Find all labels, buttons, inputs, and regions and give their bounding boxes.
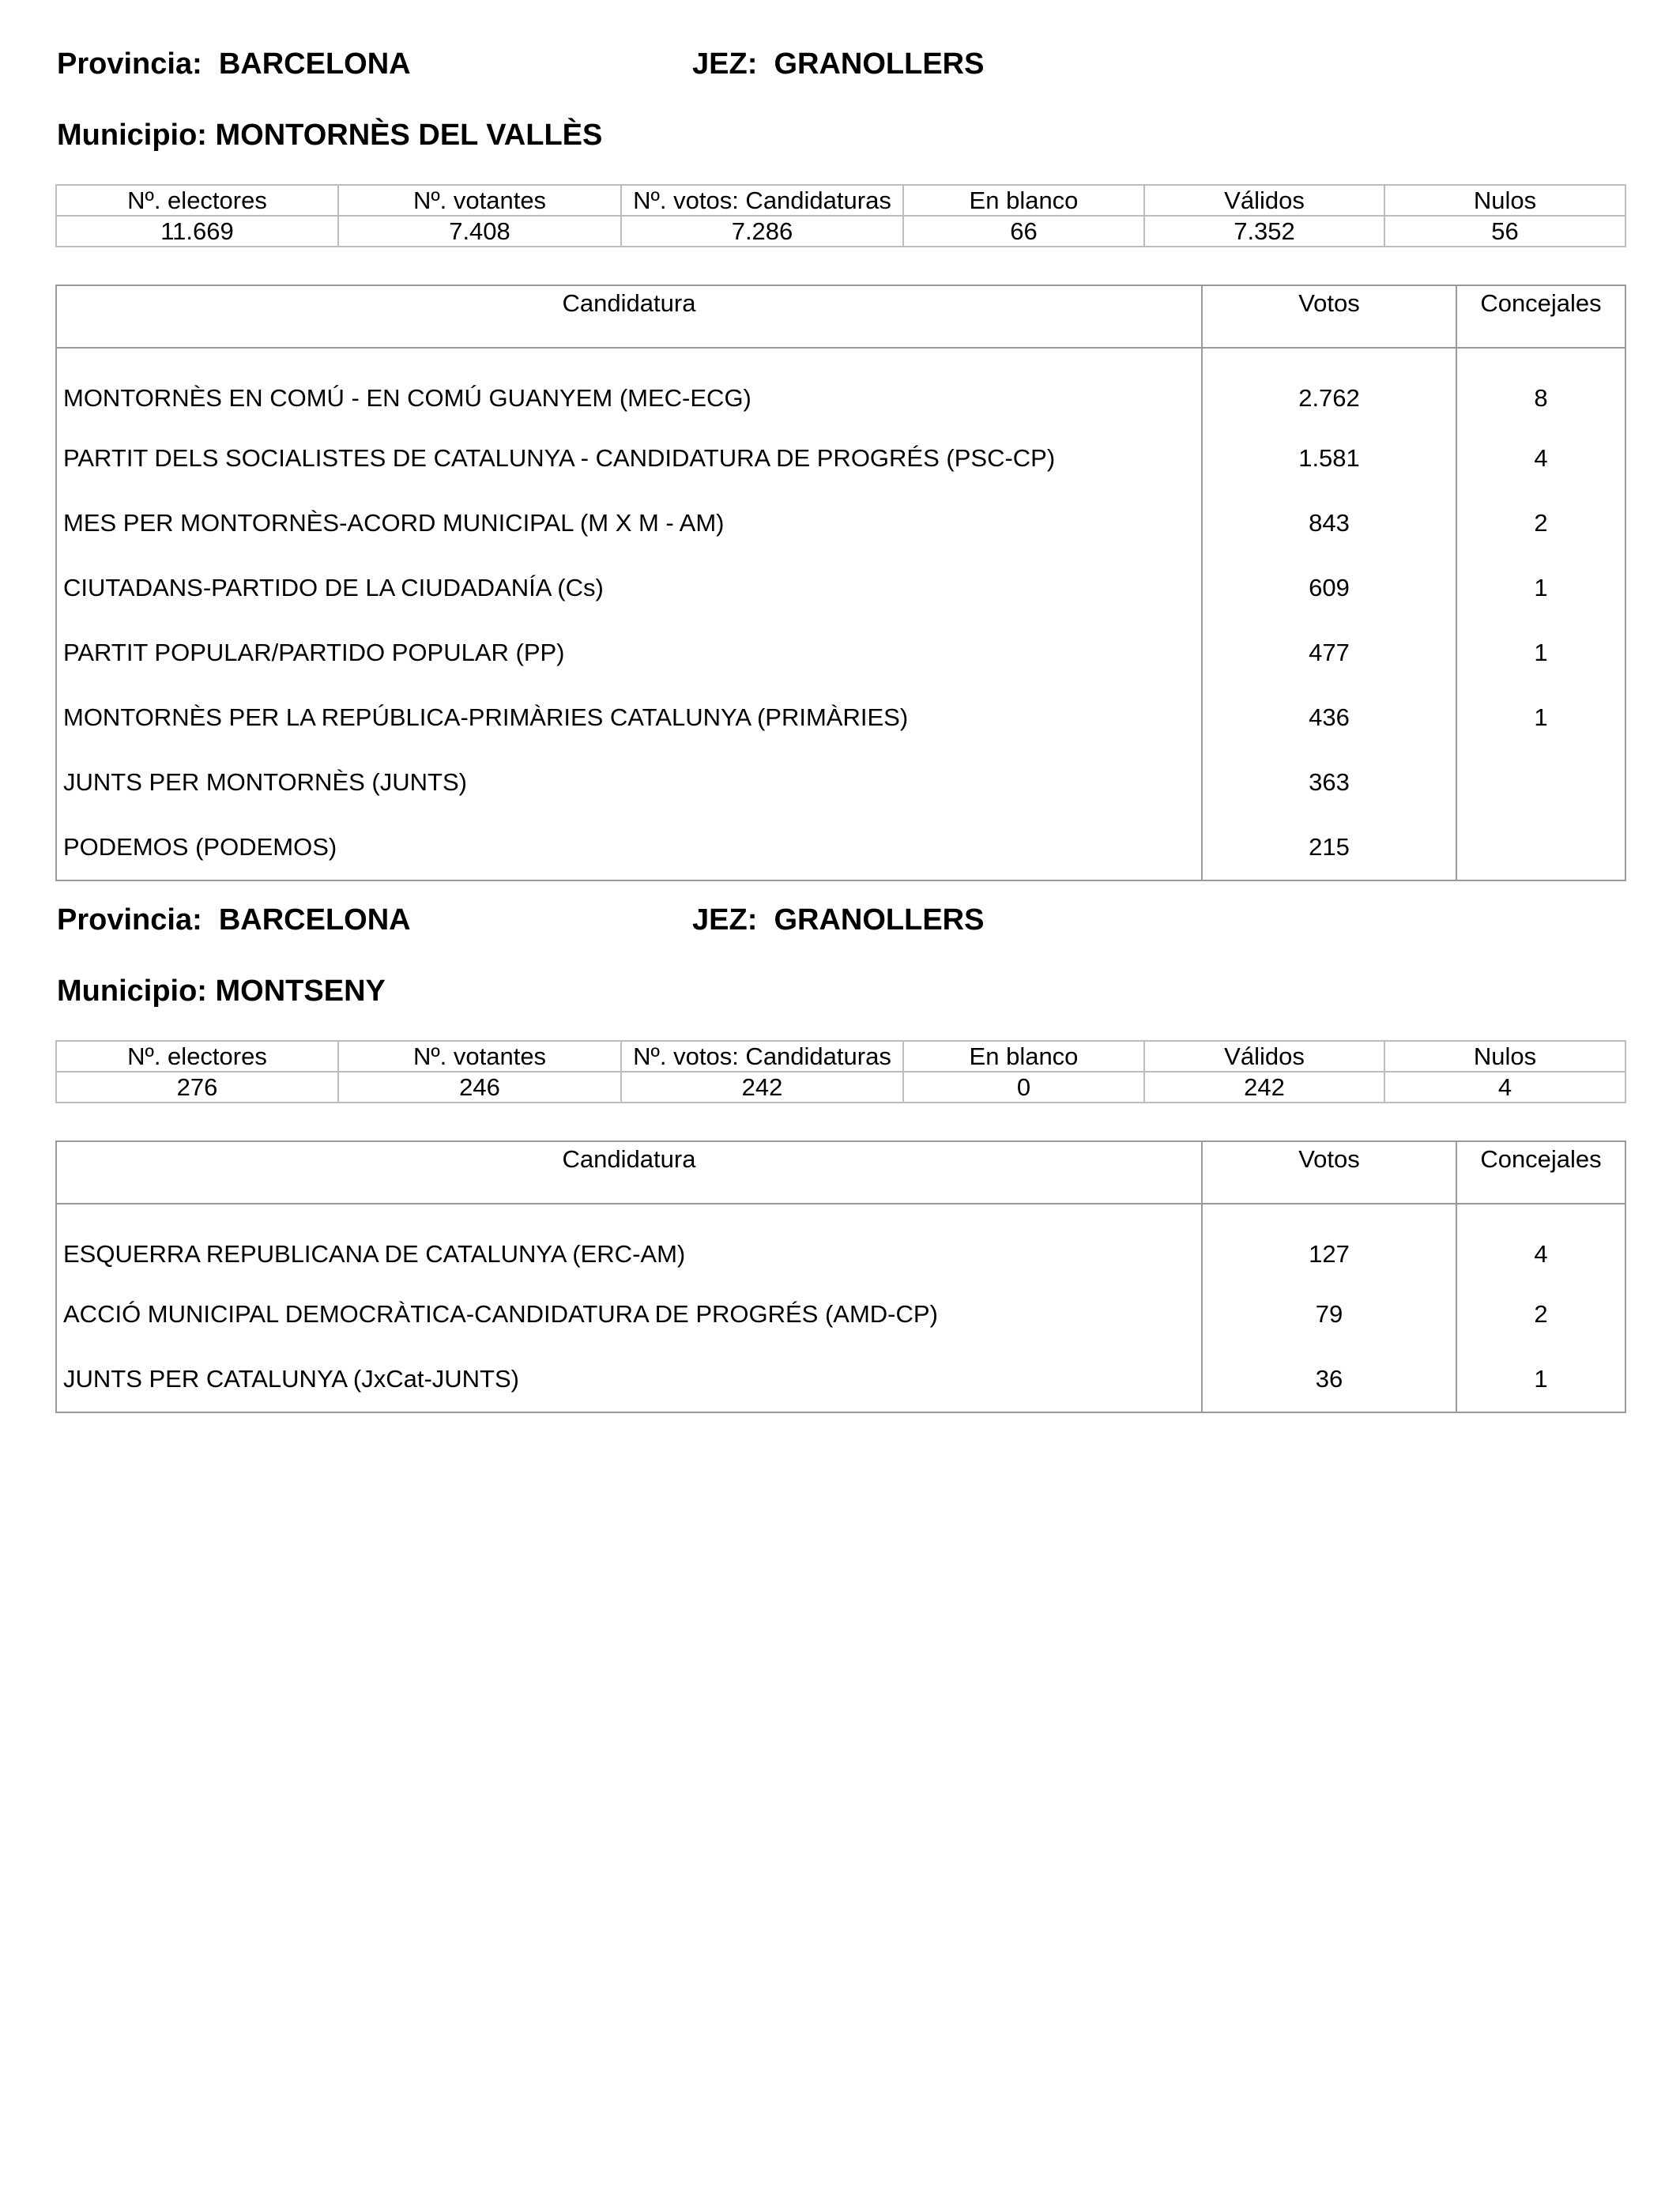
provincia-label: Provincia: BARCELONA xyxy=(57,903,411,937)
summary-header-cell: Válidos xyxy=(1144,185,1384,216)
concejales-header: Concejales xyxy=(1456,285,1625,348)
table-row xyxy=(56,1282,1625,1347)
candidates-header-row xyxy=(56,1141,1625,1204)
candidate-name: PODEMOS (PODEMOS) xyxy=(56,815,1202,880)
candidate-votes: 36 xyxy=(1202,1347,1456,1412)
summary-value-cell: 7.408 xyxy=(338,216,621,247)
candidate-name: PARTIT DELS SOCIALISTES DE CATALUNYA - CANDIDATURA DE PROGRÉS (PSC-CP) xyxy=(56,426,1202,491)
candidate-votes: 843 xyxy=(1202,491,1456,556)
table-row xyxy=(56,815,1625,880)
summary-header-cell: Nº. votos: Candidaturas xyxy=(621,1041,903,1072)
table-row xyxy=(56,491,1625,556)
summary-header-cell: Nº. votantes xyxy=(338,1041,621,1072)
summary-header-cell: Nº. electores xyxy=(56,1041,338,1072)
summary-value-row xyxy=(56,216,1625,247)
summary-value-cell: 4 xyxy=(1384,1072,1625,1103)
summary-header-cell: Nulos xyxy=(1384,1041,1625,1072)
summary-value-cell: 7.352 xyxy=(1144,216,1384,247)
candidate-name: ACCIÓ MUNICIPAL DEMOCRÀTICA-CANDIDATURA DE PROGRÉS (AMD-CP) xyxy=(56,1282,1202,1347)
candidates-table xyxy=(55,1140,1626,1413)
candidate-votes: 436 xyxy=(1202,685,1456,750)
table-row xyxy=(56,426,1625,491)
provincia-label: Provincia: BARCELONA xyxy=(57,47,411,81)
table-row xyxy=(56,685,1625,750)
summary-header-cell: En blanco xyxy=(903,1041,1144,1072)
votos-header: Votos xyxy=(1202,1141,1456,1204)
jez-label: JEZ: GRANOLLERS xyxy=(692,47,985,81)
candidate-seats: 1 xyxy=(1456,1347,1625,1412)
summary-value-cell: 56 xyxy=(1384,216,1625,247)
candidate-name: PARTIT POPULAR/PARTIDO POPULAR (PP) xyxy=(56,620,1202,685)
votos-header: Votos xyxy=(1202,285,1456,348)
municipio-title: Municipio: MONTSENY xyxy=(57,974,386,1008)
candidate-votes: 79 xyxy=(1202,1282,1456,1347)
concejales-header: Concejales xyxy=(1456,1141,1625,1204)
candidate-votes: 1.581 xyxy=(1202,426,1456,491)
candidate-votes: 2.762 xyxy=(1202,348,1456,426)
candidate-seats: 8 xyxy=(1456,348,1625,426)
candidate-name: MONTORNÈS EN COMÚ - EN COMÚ GUANYEM (MEC-ECG) xyxy=(56,348,1202,426)
summary-value-cell: 242 xyxy=(621,1072,903,1103)
summary-value-cell: 242 xyxy=(1144,1072,1384,1103)
summary-header-cell: Nº. electores xyxy=(56,185,338,216)
candidate-name: JUNTS PER CATALUNYA (JxCat-JUNTS) xyxy=(56,1347,1202,1412)
candidate-name: CIUTADANS-PARTIDO DE LA CIUDADANÍA (Cs) xyxy=(56,556,1202,620)
candidate-votes: 363 xyxy=(1202,750,1456,815)
table-row xyxy=(56,620,1625,685)
summary-value-cell: 276 xyxy=(56,1072,338,1103)
jez-label: JEZ: GRANOLLERS xyxy=(692,903,985,937)
table-row xyxy=(56,556,1625,620)
candidate-seats: 1 xyxy=(1456,685,1625,750)
candidatura-header: Candidatura xyxy=(56,1141,1202,1204)
candidate-seats: 1 xyxy=(1456,556,1625,620)
summary-table xyxy=(55,184,1626,247)
candidates-header-row xyxy=(56,285,1625,348)
summary-header-cell: Nº. votos: Candidaturas xyxy=(621,185,903,216)
candidate-name: MES PER MONTORNÈS-ACORD MUNICIPAL (M X M - AM) xyxy=(56,491,1202,556)
candidate-seats: 2 xyxy=(1456,1282,1625,1347)
candidate-seats xyxy=(1456,750,1625,815)
candidate-name: MONTORNÈS PER LA REPÚBLICA-PRIMÀRIES CATALUNYA (PRIMÀRIES) xyxy=(56,685,1202,750)
candidate-votes: 609 xyxy=(1202,556,1456,620)
summary-header-cell: Nulos xyxy=(1384,185,1625,216)
summary-header-cell: Válidos xyxy=(1144,1041,1384,1072)
summary-value-cell: 246 xyxy=(338,1072,621,1103)
summary-header-cell: Nº. votantes xyxy=(338,185,621,216)
municipio-title: Municipio: MONTORNÈS DEL VALLÈS xyxy=(57,119,603,152)
candidate-seats: 2 xyxy=(1456,491,1625,556)
candidatura-header: Candidatura xyxy=(56,285,1202,348)
summary-header-row xyxy=(56,1041,1625,1072)
candidates-table xyxy=(55,285,1626,881)
summary-header-row xyxy=(56,185,1625,216)
summary-value-cell: 11.669 xyxy=(56,216,338,247)
summary-table xyxy=(55,1040,1626,1103)
table-row xyxy=(56,750,1625,815)
summary-value-row xyxy=(56,1072,1625,1103)
candidate-votes: 477 xyxy=(1202,620,1456,685)
candidate-name: JUNTS PER MONTORNÈS (JUNTS) xyxy=(56,750,1202,815)
candidate-seats xyxy=(1456,815,1625,880)
summary-value-cell: 0 xyxy=(903,1072,1144,1103)
summary-value-cell: 7.286 xyxy=(621,216,903,247)
table-row xyxy=(56,1204,1625,1282)
summary-value-cell: 66 xyxy=(903,216,1144,247)
table-row xyxy=(56,348,1625,426)
candidate-seats: 1 xyxy=(1456,620,1625,685)
table-row xyxy=(56,1347,1625,1412)
candidate-seats: 4 xyxy=(1456,426,1625,491)
candidate-name: ESQUERRA REPUBLICANA DE CATALUNYA (ERC-AM) xyxy=(56,1204,1202,1282)
candidate-votes: 215 xyxy=(1202,815,1456,880)
candidate-votes: 127 xyxy=(1202,1204,1456,1282)
candidate-seats: 4 xyxy=(1456,1204,1625,1282)
summary-header-cell: En blanco xyxy=(903,185,1144,216)
